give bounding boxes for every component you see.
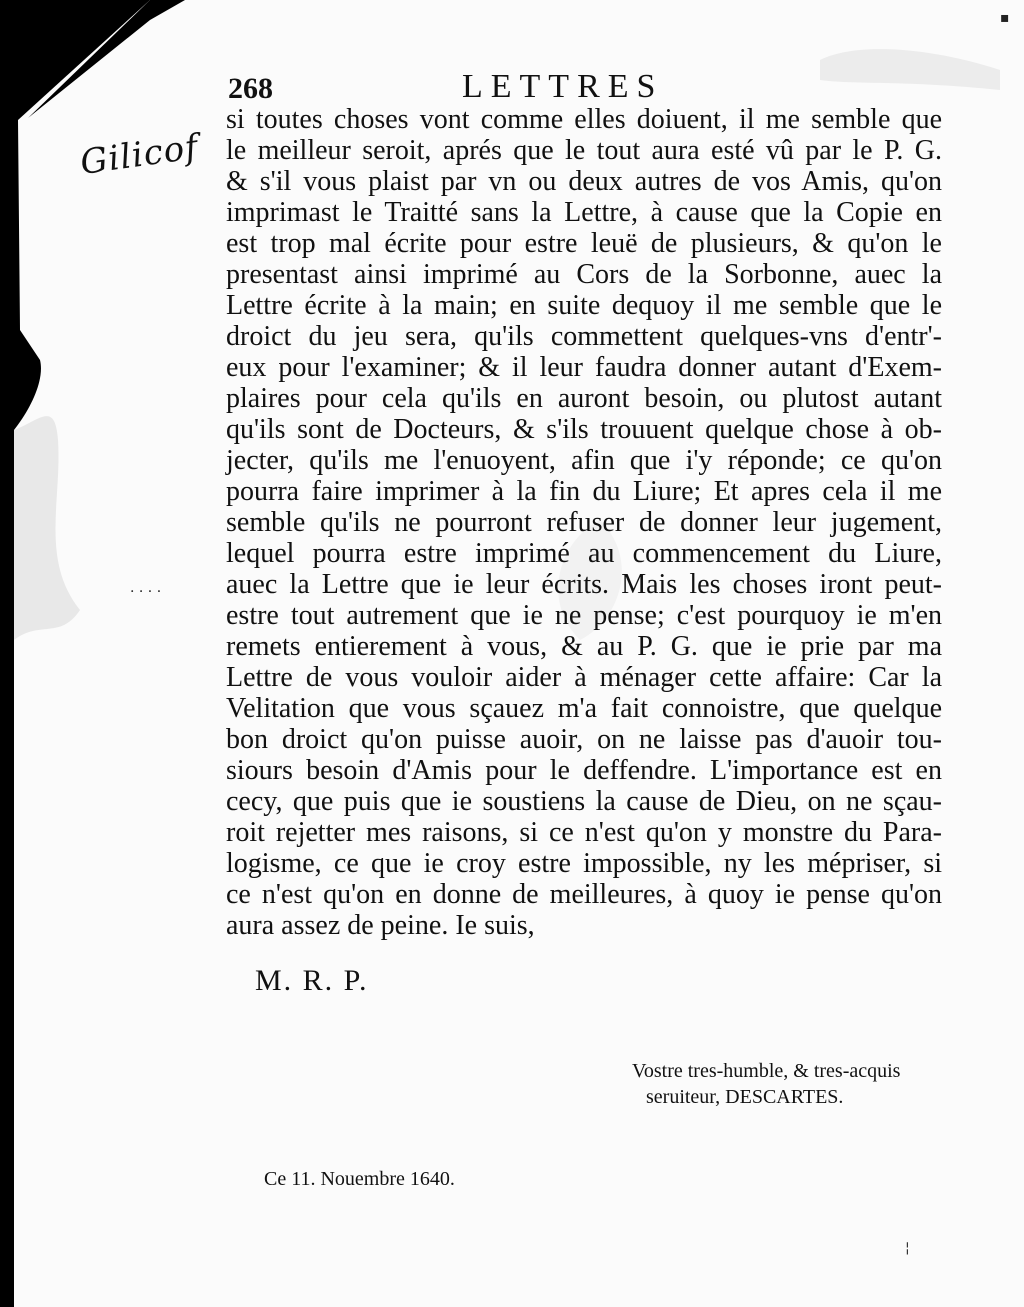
text-line: Velitation que vous sçauez m'a fait connoistre, que quelque xyxy=(226,693,942,724)
letter-body xyxy=(226,104,942,941)
text-line: Lettre de vous vouloir aider à ménager cette affaire: Car la xyxy=(226,662,942,693)
text-line: aura assez de peine. Ie suis, xyxy=(226,910,535,941)
text-line: si toutes choses vont comme elles doiuent, il me semble que xyxy=(226,104,942,135)
handwritten-margin-note: Gilicof xyxy=(77,126,202,184)
salutation: M. R. P. xyxy=(255,964,369,997)
edge-speck: ¦ xyxy=(905,1240,910,1256)
running-head: LETTRES xyxy=(462,68,664,105)
signature-line: Vostre tres-humble, & tres-acquis xyxy=(632,1060,901,1082)
text-line: imprimast le Traitté sans la Lettre, à cause que la Copie en xyxy=(226,197,942,228)
text-line: semble qu'ils ne pourront refuser de donner leur jugement, xyxy=(226,507,942,538)
text-line: pourra faire imprimer à la fin du Liure; Et apres cela il me xyxy=(226,476,942,507)
text-line: roit rejetter mes raisons, si ce n'est qu'on y monstre du Para- xyxy=(226,817,942,848)
text-line: logisme, ce que ie croy estre impossible, ny les mépriser, si xyxy=(226,848,942,879)
text-line: cecy, que puis que ie soustiens la cause de Dieu, on ne sçau- xyxy=(226,786,942,817)
text-line: auec la Lettre que ie leur écrits. Mais les choses iront peut- xyxy=(226,569,942,600)
text-line: est trop mal écrite pour estre leuë de plusieurs, & qu'on le xyxy=(226,228,942,259)
text-line: le meilleur seroit, aprés que le tout aura esté vû par le P. G. xyxy=(226,135,942,166)
signature-block xyxy=(632,1058,900,1110)
text-line: Lettre écrite à la main; en suite dequoy il me semble que le xyxy=(226,290,942,321)
text-line: qu'ils sont de Docteurs, & s'ils trouuent quelque chose à ob- xyxy=(226,414,942,445)
text-line: & s'il vous plaist par vn ou deux autres de vos Amis, qu'on xyxy=(226,166,942,197)
text-line: jecter, qu'ils me l'enuoyent, afin que i'y réponde; ce qu'on xyxy=(226,445,942,476)
text-line: bon droict qu'on puisse auoir, on ne laisse pas d'auoir tou- xyxy=(226,724,942,755)
edge-speck: ▪ xyxy=(1000,10,1010,26)
text-line: siours besoin d'Amis pour le deffendre. L'importance est en xyxy=(226,755,942,786)
text-line: presentast ainsi imprimé au Cors de la Sorbonne, auec la xyxy=(226,259,942,290)
text-line: remets entierement à vous, & au P. G. que ie prie par ma xyxy=(226,631,942,662)
edge-speck: · · · · xyxy=(130,584,162,600)
text-line: plaires pour cela qu'ils en auront besoin, ou plutost autant xyxy=(226,383,942,414)
text-line: eux pour l'examiner; & il leur faudra donner autant d'Exem- xyxy=(226,352,942,383)
text-line: droict du jeu sera, qu'ils commettent quelques-vns d'entr'- xyxy=(226,321,942,352)
text-line: estre tout autrement que ie ne pense; c'est pourquoy ie m'en xyxy=(226,600,942,631)
signature-name: seruiteur, DESCARTES. xyxy=(646,1086,844,1108)
page-number: 268 xyxy=(228,72,273,105)
dateline: Ce 11. Nouembre 1640. xyxy=(264,1168,455,1190)
text-line: lequel pourra estre imprimé au commencement du Liure, xyxy=(226,538,942,569)
text-line: ce n'est qu'on en donne de meilleures, à quoy ie pense qu'on xyxy=(226,879,942,910)
